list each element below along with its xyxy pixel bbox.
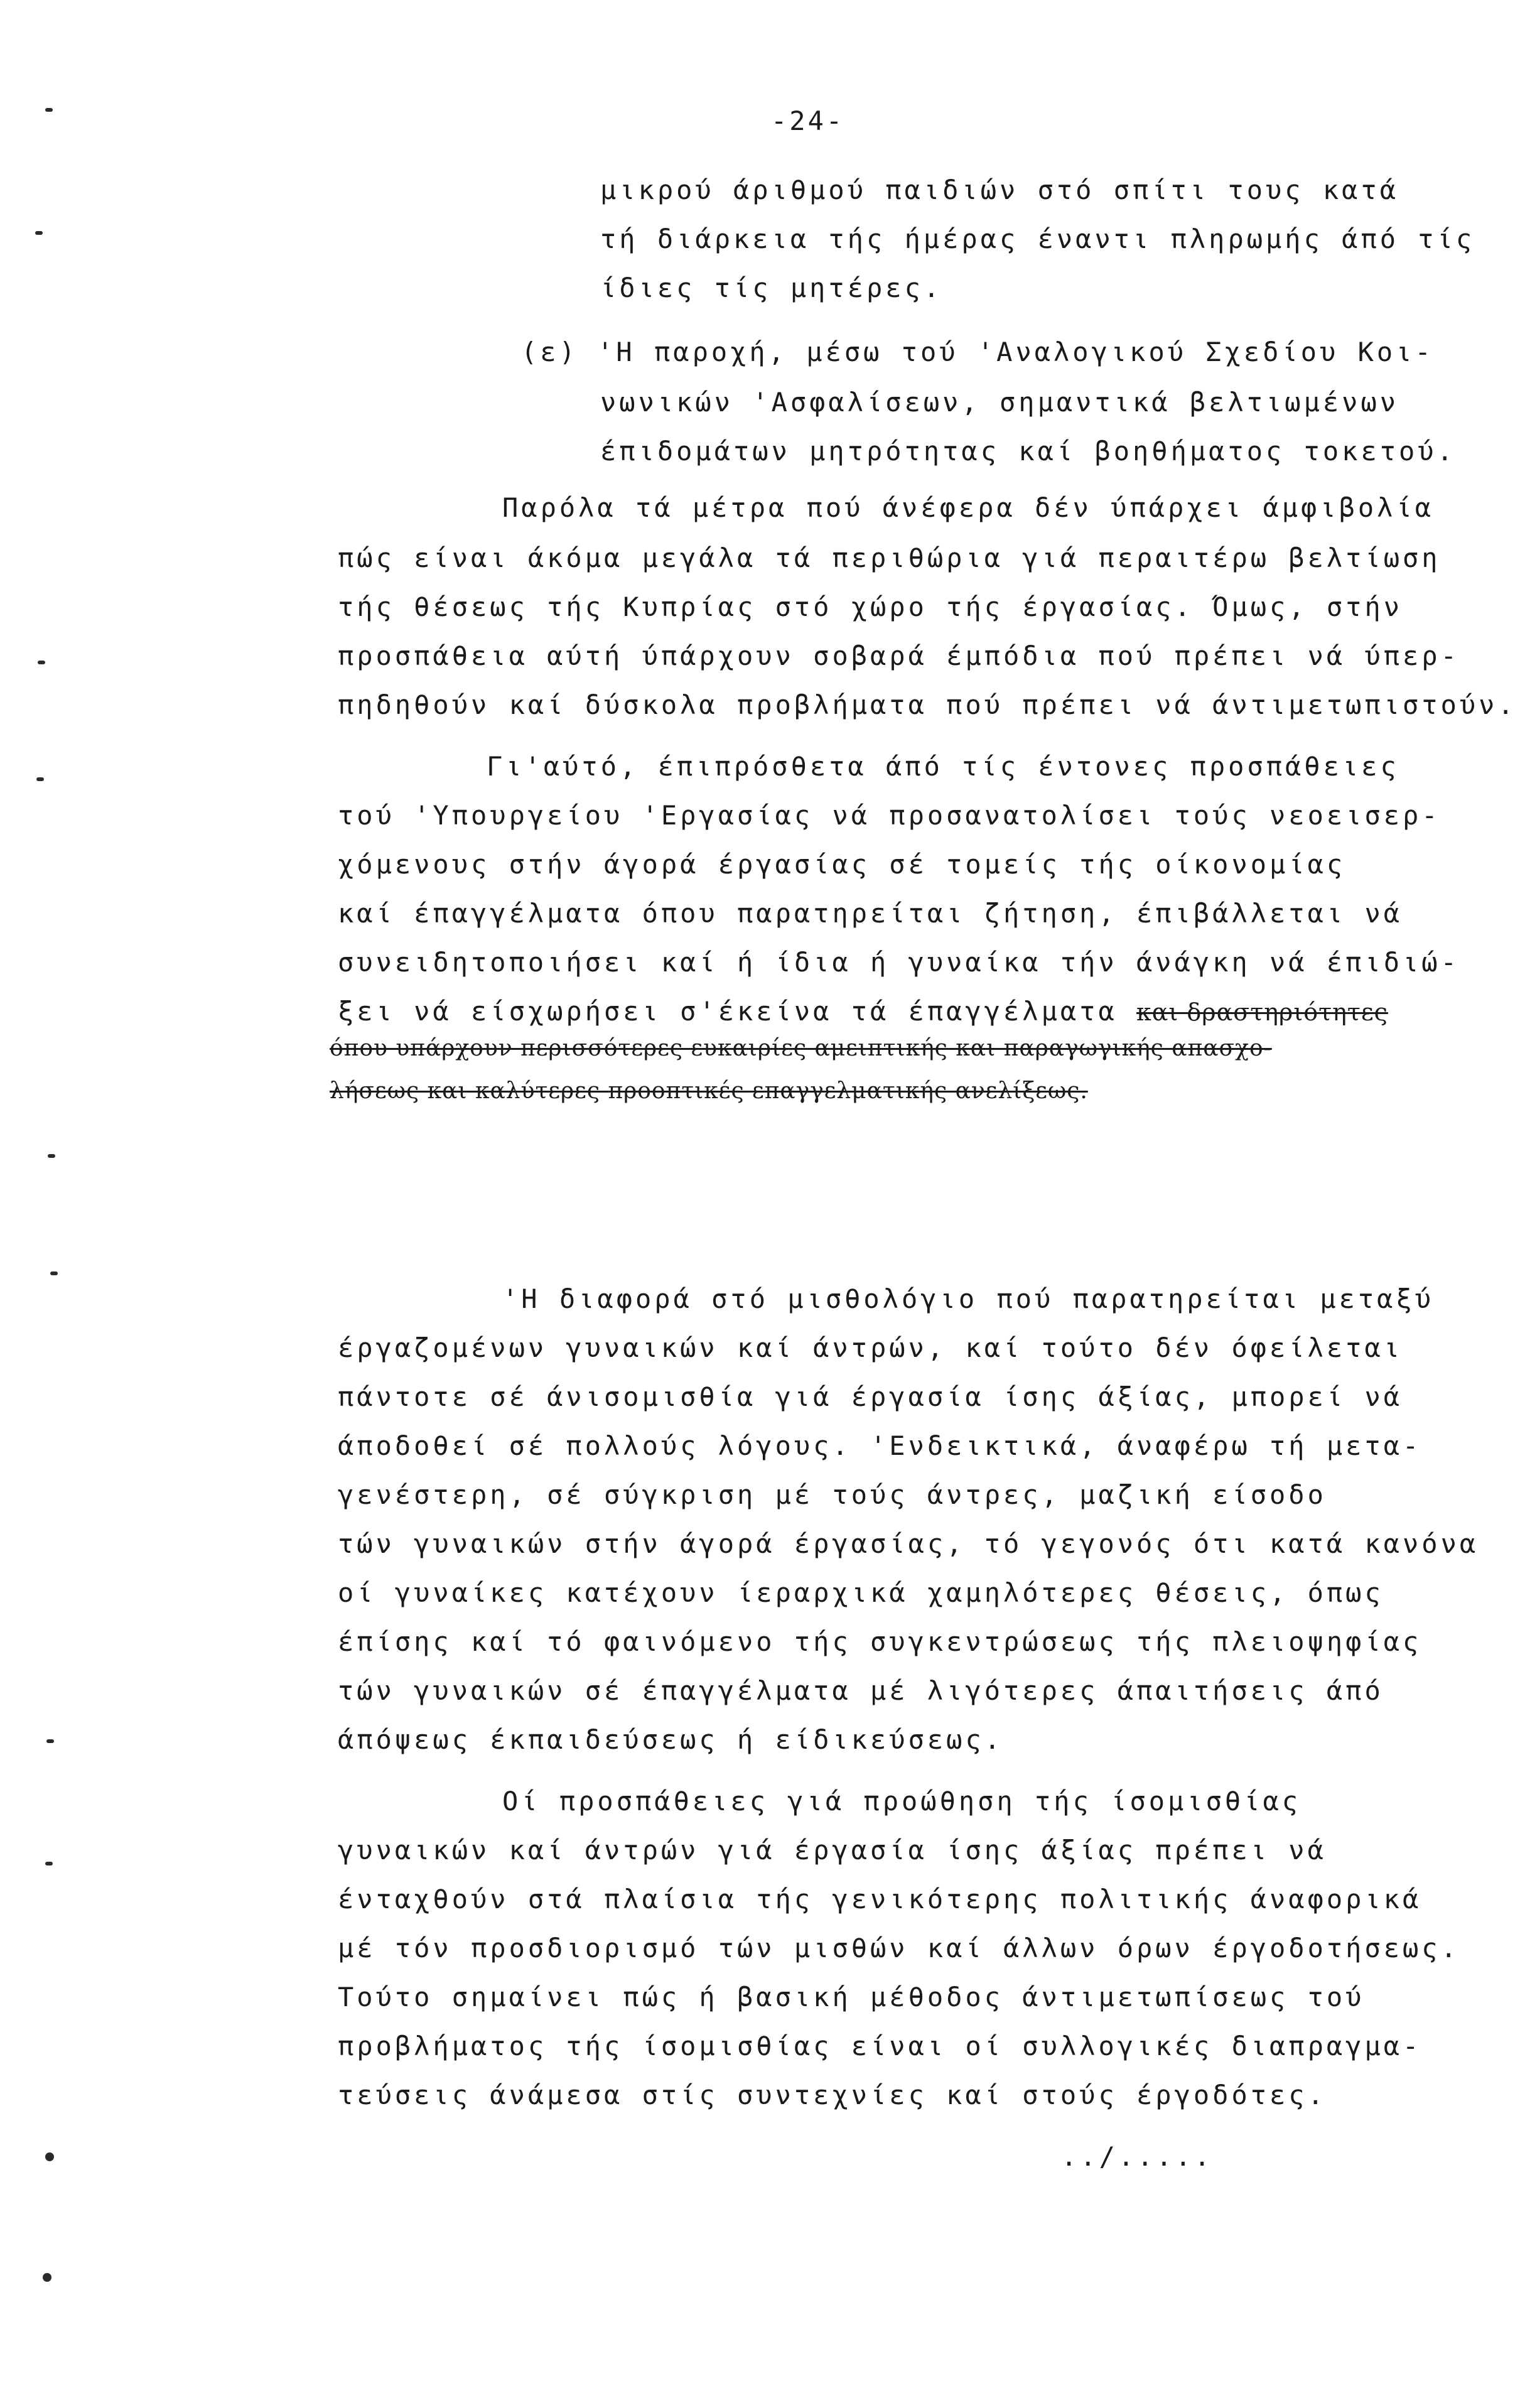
paragraph-2-line: καί έπαγγέλματα όπου παρατηρείται ζήτηση, έπιβάλλεται νά: [338, 898, 1403, 929]
scan-artifact: [48, 1154, 55, 1158]
struck-line: λήσεως και καλύτερες προοπτικές επαγγελματικής ανελίξεως.: [330, 1078, 1088, 1104]
paragraph-3-line: έργαζομένων γυναικών καί άντρών, καί τούτο δέν όφείλεται: [338, 1332, 1403, 1363]
paragraph-3-line: 'Η διαφορά στό μισθολόγιο πού παρατηρείται μεταξύ: [502, 1283, 1435, 1314]
scan-artifact: [46, 1739, 54, 1743]
paragraph-1-line: Παρόλα τά μέτρα πού άνέφερα δέν ύπάρχει άμφιβολία: [502, 492, 1435, 523]
scan-artifact: [45, 2152, 54, 2161]
item-e-line: έπιδομάτων μητρότητας καί βοηθήματος τοκετού.: [600, 436, 1456, 467]
paragraph-2-line: τού 'Υπουργείου 'Εργασίας νά προσανατολίσει τούς νεοεισερ-: [338, 800, 1441, 831]
scan-artifact: [38, 661, 45, 664]
paragraph-4-line: γυναικών καί άντρών γιά έργασία ίσης άξίας πρέπει νά: [338, 1835, 1327, 1865]
paragraph-1-line: πώς είναι άκόμα μεγάλα τά περιθώρια γιά περαιτέρω βελτίωση: [338, 543, 1441, 573]
paragraph-2-line: [338, 998, 1388, 1025]
paragraph-3-line: τών γυναικών σέ έπαγγέλματα μέ λιγότερες άπαιτήσεις άπό: [338, 1675, 1384, 1706]
scan-artifact: [43, 2273, 51, 2282]
paragraph-3-line: τών γυναικών στήν άγορά έργασίας, τό γεγονός ότι κατά κανόνα: [338, 1528, 1479, 1559]
paragraph-4-line: προβλήματος τής ίσομισθίας είναι οί συλλογικές διαπραγμα-: [338, 2031, 1422, 2061]
paragraph-1-line: προσπάθεια αύτή ύπάρχουν σοβαρά έμπόδια πού πρέπει νά ύπερ-: [338, 640, 1460, 671]
scan-artifact: [35, 231, 43, 235]
paragraph-4-line: Τούτο σημαίνει πώς ή βασική μέθοδος άντιμετωπίσεως τού: [338, 1982, 1365, 2012]
paragraph-3-line: έπίσης καί τό φαινόμενο τής συγκεντρώσεως τής πλειοψηφίας: [338, 1626, 1422, 1657]
paragraph-4-line: Οί προσπάθειες γιά προώθηση τής ίσομισθίας: [502, 1786, 1301, 1817]
item-d-line: τή διάρκεια τής ήμέρας έναντι πληρωμής άπό τίς: [600, 224, 1475, 254]
item-e-line: (ε) 'Η παροχή, μέσω τού 'Αναλογικού Σχεδίου Κοι-: [521, 337, 1434, 367]
paragraph-3-line: άπόψεως έκπαιδεύσεως ή είδικεύσεως.: [338, 1724, 1004, 1755]
paragraph-3-line: άποδοθεί σέ πολλούς λόγους. 'Ενδεικτικά, άναφέρω τή μετα-: [338, 1430, 1422, 1461]
struck-line: όπου υπάρχουν περισσότερες ευκαιρίες αμειπτικής και παραγωγικής απασχο-: [330, 1035, 1272, 1061]
paragraph-4-line: τεύσεις άνάμεσα στίς συντεχνίες καί στούς έργοδότες.: [338, 2080, 1327, 2110]
paragraph-2-line: συνειδητοποιήσει καί ή ίδια ή γυναίκα τήν άνάγκη νά έπιδιώ-: [338, 947, 1460, 978]
item-d-line: μικρού άριθμού παιδιών στό σπίτι τους κατά: [600, 175, 1399, 205]
paragraph-4-line: μέ τόν προσδιορισμό τών μισθών καί άλλων όρων έργοδοτήσεως.: [338, 1933, 1460, 1963]
scan-artifact: [36, 777, 44, 781]
paragraph-4-line: ένταχθούν στά πλαίσια τής γενικότερης πολιτικής άναφορικά: [338, 1884, 1422, 1914]
scan-artifact: [50, 1271, 58, 1275]
paragraph-2-line: Γι'αύτό, έπιπρόσθετα άπό τίς έντονες προσπάθειες: [487, 751, 1399, 782]
paragraph-2-line-text: ξει νά είσχωρήσει σ'έκείνα τά έπαγγέλματα: [338, 996, 1118, 1027]
item-d-line: ίδιες τίς μητέρες.: [600, 273, 943, 303]
item-e-line: νωνικών 'Ασφαλίσεων, σημαντικά βελτιωμένων: [600, 387, 1399, 418]
continuation-mark: ../.....: [1061, 2141, 1214, 2172]
paragraph-3-line: γενέστερη, σέ σύγκριση μέ τούς άντρες, μαζική είσοδο: [338, 1479, 1327, 1510]
scan-artifact: [45, 1862, 53, 1865]
paragraph-1-line: τής θέσεως τής Κυπρίας στό χώρο τής έργασίας. Όμως, στήν: [338, 591, 1403, 622]
struck-text: και δραστηριότητες: [1136, 998, 1388, 1026]
paragraph-3-line: πάντοτε σέ άνισομισθία γιά έργασία ίσης άξίας, μπορεί νά: [338, 1381, 1403, 1412]
scan-artifact: [45, 108, 53, 112]
paragraph-2-line: χόμενους στήν άγορά έργασίας σέ τομείς τής οίκονομίας: [338, 849, 1346, 880]
paragraph-1-line: πηδηθούν καί δύσκολα προβλήματα πού πρέπει νά άντιμετωπιστούν.: [338, 689, 1517, 720]
page-number: -24-: [771, 105, 845, 136]
paragraph-3-line: οί γυναίκες κατέχουν ίεραρχικά χαμηλότερες θέσεις, όπως: [338, 1577, 1384, 1608]
